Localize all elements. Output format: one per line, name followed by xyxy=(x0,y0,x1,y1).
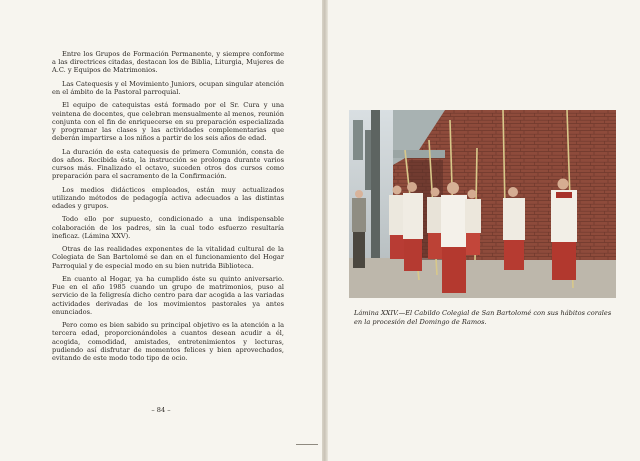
paragraph: Pero como es bien sabido su principal objetivo es la atención a la tercera edad, proporcionándoles a cuantos desean acudir a él, acogida, comodidad, amistades, entretenimientos y lecturas, pudiendo así disfrutar de momentos felices y bien aprovechados, evitando de este modo todo tipo de ocio. xyxy=(52,321,284,362)
paragraph: En cuanto al Hogar, ya ha cumplido éste su quinto aniversario. Fue en el año 1985 cuando un grupo de matrimonios, puso al servicio de la feligresía dicho centro para dar acogida a las variadas actividades derivadas de los movimientos pastorales ya antes enunciados. xyxy=(52,274,284,316)
procession-photo xyxy=(349,110,616,298)
paragraph: Entre los Grupos de Formación Permanente, y siempre conforme a las directrices citadas, destacan los de Biblia, Liturgia, Mujeres de A.C. y Equipos de Matrimonios. xyxy=(52,50,284,75)
photo-caption: Lámina XXIV.—El Cabildo Colegial de San Bartolomé con sus hábitos corales en la procesión del Domingo de Ramos. xyxy=(354,309,612,326)
paragraph: Otras de las realidades exponentes de la vitalidad cultural de la Colegiata de San Bartolomé se dan en el funcionamiento del Hogar Parroquial y de especial modo en su bien nutrida Biblioteca. xyxy=(52,245,284,270)
paragraph: Las Catequesis y el Movimiento Juniors, ocupan singular atención en el ámbito de la Pastoral parroquial. xyxy=(52,79,284,96)
page-number: – 84 – xyxy=(151,406,171,414)
paragraph: Todo ello por supuesto, condicionado a una indispensable colaboración de los padres, sin la cual todo esfuerzo resultaría ineficaz. (Lámina XXV). xyxy=(52,215,284,240)
page-edge-mark xyxy=(296,444,318,445)
body-text xyxy=(52,50,284,367)
paragraph: Los medios didácticos empleados, están muy actualizados utilizando métodos de pedagogía activa adecuados a las distintas edades y grupos. xyxy=(52,185,284,210)
paragraph: La duración de esta catequesis de primera Comunión, consta de dos años. Recibida ésta, la instrucción se prolonga durante varios cursos más. Finalizado el octavo, suceden otros dos cursos como preparación para el sacramento de la Confirmación. xyxy=(52,147,284,181)
paragraph: El equipo de catequistas está formado por el Sr. Cura y una veintena de docentes, que celebran mensualmente al menos, reunión conjunta con el fin de enriquecerse en su preparación especializada y programar las clases y las actividades complementarias que deberán impartirse a los niños a partir de los seis años de edad. xyxy=(52,101,284,143)
